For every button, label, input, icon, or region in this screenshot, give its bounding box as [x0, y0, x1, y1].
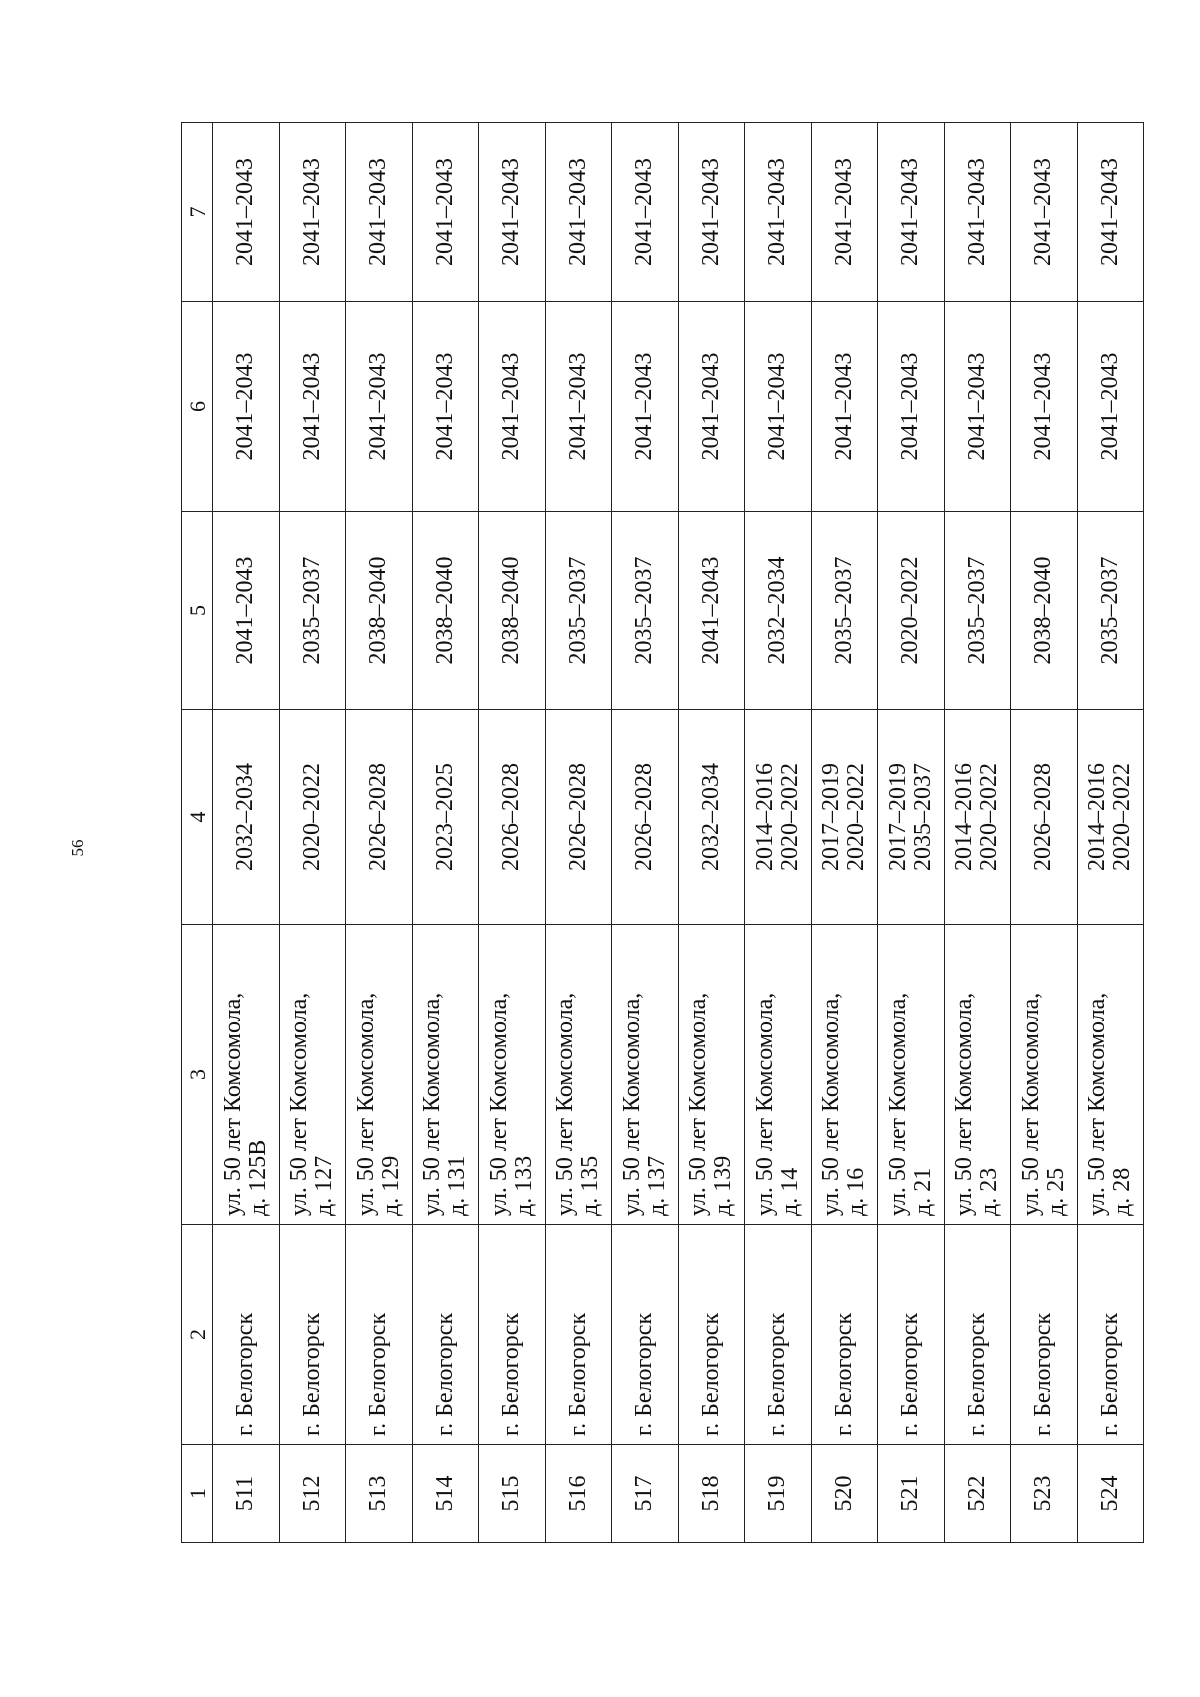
table-row — [612, 123, 679, 1543]
period-col5-cell — [1077, 512, 1144, 710]
row-number-cell — [678, 1445, 745, 1543]
row-number: 517 — [631, 1475, 658, 1512]
address-cell — [1077, 925, 1144, 1225]
row-number: 523 — [1030, 1475, 1057, 1512]
address-line-2: д. 137 — [643, 1155, 670, 1216]
period-col4-line-1: 2014–2016 — [751, 763, 778, 871]
address-cell — [545, 925, 612, 1225]
period-col7-cell — [745, 123, 812, 302]
address-line-1: ул. 50 лет Комсомола, — [818, 992, 845, 1216]
period-col5: 2038–2040 — [365, 556, 392, 665]
period-col6-cell — [545, 302, 612, 512]
table-row — [878, 123, 945, 1543]
row-number-cell — [412, 1445, 479, 1543]
city-name: г. Белогорск — [564, 1312, 591, 1436]
period-col5-cell — [678, 512, 745, 710]
city-name: г. Белогорск — [631, 1312, 658, 1436]
period-col5: 2035–2037 — [1096, 556, 1123, 665]
city-cell — [745, 1225, 812, 1445]
column-header-7: 7 — [182, 123, 213, 302]
period-col5: 2041–2043 — [232, 556, 259, 665]
period-col7: 2041–2043 — [498, 158, 525, 266]
row-number: 514 — [431, 1475, 458, 1512]
period-col5-cell — [279, 512, 346, 710]
period-col4-line-2: 2020–2022 — [776, 763, 803, 871]
address-line-2: д. 14 — [776, 1167, 803, 1216]
column-header-5: 5 — [182, 512, 213, 710]
city-cell — [811, 1225, 878, 1445]
period-col4-cell — [811, 710, 878, 925]
period-col6-cell — [479, 302, 546, 512]
city-name: г. Белогорск — [1096, 1312, 1123, 1436]
address-line-2: д. 129 — [377, 1155, 404, 1216]
period-col4-line-1: 2026–2028 — [365, 763, 392, 871]
address-cell — [213, 925, 280, 1225]
header-row — [182, 123, 213, 1543]
period-col6-cell — [346, 302, 413, 512]
address-cell — [479, 925, 546, 1225]
period-col4-cell — [944, 710, 1011, 925]
period-col4-cell — [612, 710, 679, 925]
period-col5: 2035–2037 — [298, 556, 325, 665]
row-number: 513 — [365, 1475, 392, 1512]
row-number: 524 — [1096, 1475, 1123, 1512]
address-cell — [612, 925, 679, 1225]
period-col6-cell — [1011, 302, 1078, 512]
period-col7-cell — [545, 123, 612, 302]
period-col6: 2041–2043 — [631, 352, 658, 461]
period-col5-cell — [878, 512, 945, 710]
period-col7-cell — [213, 123, 280, 302]
city-name: г. Белогорск — [365, 1312, 392, 1436]
period-col4-line-1: 2023–2025 — [431, 763, 458, 871]
period-col5-cell — [213, 512, 280, 710]
period-col5: 2035–2037 — [830, 556, 857, 665]
city-cell — [279, 1225, 346, 1445]
period-col5-cell — [479, 512, 546, 710]
period-col4-line-1: 2017–2019 — [818, 763, 845, 871]
period-col5-cell — [612, 512, 679, 710]
address-line-2: д. 135 — [577, 1155, 604, 1216]
address-line-1: ул. 50 лет Комсомола, — [1084, 992, 1111, 1216]
address-cell — [346, 925, 413, 1225]
period-col7: 2041–2043 — [365, 158, 392, 266]
period-col7-cell — [346, 123, 413, 302]
row-number-cell — [878, 1445, 945, 1543]
period-col6: 2041–2043 — [830, 352, 857, 461]
row-number-cell — [745, 1445, 812, 1543]
period-col7-cell — [678, 123, 745, 302]
row-number: 512 — [298, 1475, 325, 1512]
period-col6-cell — [745, 302, 812, 512]
address-line-2: д. 23 — [976, 1167, 1003, 1216]
period-col5-cell — [745, 512, 812, 710]
city-name: г. Белогорск — [897, 1312, 924, 1436]
address-cell — [279, 925, 346, 1225]
page-number: 56 — [68, 839, 87, 857]
address-line-2: д. 139 — [710, 1155, 737, 1216]
period-col7: 2041–2043 — [764, 158, 791, 266]
period-col7: 2041–2043 — [830, 158, 857, 266]
period-col6: 2041–2043 — [764, 352, 791, 461]
period-col5: 2035–2037 — [631, 556, 658, 665]
table-row — [479, 123, 546, 1543]
address-line-2: д. 28 — [1109, 1167, 1136, 1216]
period-col5: 2032–2034 — [764, 556, 791, 665]
city-name: г. Белогорск — [232, 1312, 259, 1436]
period-col5-cell — [811, 512, 878, 710]
address-line-2: д. 16 — [843, 1167, 870, 1216]
row-number-cell — [213, 1445, 280, 1543]
address-line-1: ул. 50 лет Комсомола, — [1017, 992, 1044, 1216]
city-name: г. Белогорск — [1030, 1312, 1057, 1436]
address-line-1: ул. 50 лет Комсомола, — [352, 992, 379, 1216]
column-header-4: 4 — [182, 710, 213, 925]
period-col5-cell — [1011, 512, 1078, 710]
period-col4-cell — [279, 710, 346, 925]
period-col6: 2041–2043 — [431, 352, 458, 461]
period-col5: 2020–2022 — [897, 556, 924, 665]
row-number-cell — [346, 1445, 413, 1543]
period-col5-cell — [346, 512, 413, 710]
period-col7-cell — [1011, 123, 1078, 302]
row-number: 518 — [697, 1475, 724, 1512]
period-col5: 2038–2040 — [498, 556, 525, 665]
period-col5-cell — [944, 512, 1011, 710]
period-col4-line-2: 2035–2037 — [909, 763, 936, 871]
table-row — [1077, 123, 1144, 1543]
period-col7-cell — [944, 123, 1011, 302]
row-number-cell — [1077, 1445, 1144, 1543]
period-col6-cell — [878, 302, 945, 512]
column-header-6: 6 — [182, 302, 213, 512]
period-col4-cell — [678, 710, 745, 925]
period-col4-line-1: 2017–2019 — [884, 763, 911, 871]
address-cell — [944, 925, 1011, 1225]
address-line-2: д. 125В — [244, 1139, 271, 1216]
address-line-2: д. 131 — [444, 1155, 471, 1216]
address-cell — [412, 925, 479, 1225]
period-col6-cell — [1077, 302, 1144, 512]
rotated-table-container — [181, 123, 1144, 1543]
city-name: г. Белогорск — [298, 1312, 325, 1436]
period-col4-line-2: 2020–2022 — [976, 763, 1003, 871]
city-name: г. Белогорск — [764, 1312, 791, 1436]
period-col7-cell — [1077, 123, 1144, 302]
period-col6: 2041–2043 — [232, 352, 259, 461]
period-col4-cell — [479, 710, 546, 925]
address-cell — [745, 925, 812, 1225]
table-row — [346, 123, 413, 1543]
address-line-1: ул. 50 лет Комсомола, — [485, 992, 512, 1216]
city-name: г. Белогорск — [963, 1312, 990, 1436]
table-row — [745, 123, 812, 1543]
period-col6-cell — [213, 302, 280, 512]
period-col4-line-1: 2020–2022 — [298, 763, 325, 871]
address-cell — [878, 925, 945, 1225]
address-line-1: ул. 50 лет Комсомола, — [884, 992, 911, 1216]
period-col7-cell — [479, 123, 546, 302]
period-col4-cell — [1077, 710, 1144, 925]
row-number-cell — [279, 1445, 346, 1543]
address-line-1: ул. 50 лет Комсомола, — [751, 992, 778, 1216]
address-line-1: ул. 50 лет Комсомола, — [951, 992, 978, 1216]
period-col4-line-1: 2032–2034 — [232, 763, 259, 871]
city-cell — [678, 1225, 745, 1445]
period-col6-cell — [944, 302, 1011, 512]
city-name: г. Белогорск — [830, 1312, 857, 1436]
period-col4-line-2: 2020–2022 — [1109, 763, 1136, 871]
period-col6: 2041–2043 — [365, 352, 392, 461]
city-cell — [944, 1225, 1011, 1445]
period-col5: 2035–2037 — [963, 556, 990, 665]
city-name: г. Белогорск — [431, 1312, 458, 1436]
period-col4-line-1: 2026–2028 — [1030, 763, 1057, 871]
period-col7: 2041–2043 — [631, 158, 658, 266]
period-col7-cell — [878, 123, 945, 302]
period-col6: 2041–2043 — [564, 352, 591, 461]
period-col5-cell — [412, 512, 479, 710]
period-col7-cell — [811, 123, 878, 302]
address-line-1: ул. 50 лет Комсомола, — [286, 992, 313, 1216]
address-line-1: ул. 50 лет Комсомола, — [685, 992, 712, 1216]
address-line-2: д. 21 — [909, 1167, 936, 1216]
city-cell — [1011, 1225, 1078, 1445]
column-header-3: 3 — [182, 925, 213, 1225]
table-row — [412, 123, 479, 1543]
period-col4-cell — [346, 710, 413, 925]
city-cell — [346, 1225, 413, 1445]
period-col4-line-1: 2026–2028 — [631, 763, 658, 871]
period-col6-cell — [612, 302, 679, 512]
row-number: 520 — [830, 1475, 857, 1512]
period-col4-cell — [412, 710, 479, 925]
period-col5: 2041–2043 — [697, 556, 724, 665]
row-number-cell — [545, 1445, 612, 1543]
city-cell — [1077, 1225, 1144, 1445]
city-name: г. Белогорск — [697, 1312, 724, 1436]
schedule-table — [181, 122, 1144, 1543]
period-col6-cell — [678, 302, 745, 512]
period-col4-cell — [1011, 710, 1078, 925]
period-col5-cell — [545, 512, 612, 710]
table-row — [545, 123, 612, 1543]
table-header — [182, 123, 213, 1543]
address-cell — [678, 925, 745, 1225]
address-line-2: д. 25 — [1042, 1167, 1069, 1216]
row-number-cell — [612, 1445, 679, 1543]
period-col7-cell — [612, 123, 679, 302]
period-col4-line-1: 2026–2028 — [498, 763, 525, 871]
table-row — [279, 123, 346, 1543]
period-col7: 2041–2043 — [1030, 158, 1057, 266]
table-body — [213, 123, 1144, 1543]
row-number-cell — [811, 1445, 878, 1543]
period-col6-cell — [412, 302, 479, 512]
city-cell — [612, 1225, 679, 1445]
period-col4-cell — [213, 710, 280, 925]
table-row — [944, 123, 1011, 1543]
row-number: 522 — [963, 1475, 990, 1512]
table-row — [811, 123, 878, 1543]
period-col7-cell — [279, 123, 346, 302]
period-col6: 2041–2043 — [1030, 352, 1057, 461]
period-col6: 2041–2043 — [697, 352, 724, 461]
period-col4-line-1: 2032–2034 — [697, 763, 724, 871]
period-col6: 2041–2043 — [1096, 352, 1123, 461]
row-number: 519 — [764, 1475, 791, 1512]
address-line-1: ул. 50 лет Комсомола, — [618, 992, 645, 1216]
period-col7: 2041–2043 — [298, 158, 325, 266]
period-col6: 2041–2043 — [963, 352, 990, 461]
period-col5: 2038–2040 — [431, 556, 458, 665]
address-cell — [1011, 925, 1078, 1225]
address-line-1: ул. 50 лет Комсомола, — [219, 992, 246, 1216]
column-header-1: 1 — [182, 1445, 213, 1543]
city-cell — [479, 1225, 546, 1445]
row-number-cell — [479, 1445, 546, 1543]
city-cell — [545, 1225, 612, 1445]
period-col7: 2041–2043 — [564, 158, 591, 266]
period-col5: 2035–2037 — [564, 556, 591, 665]
period-col4-cell — [545, 710, 612, 925]
period-col6: 2041–2043 — [498, 352, 525, 461]
city-cell — [878, 1225, 945, 1445]
period-col6-cell — [811, 302, 878, 512]
column-header-2: 2 — [182, 1225, 213, 1445]
period-col4-cell — [745, 710, 812, 925]
period-col4-cell — [878, 710, 945, 925]
city-cell — [412, 1225, 479, 1445]
period-col7: 2041–2043 — [697, 158, 724, 266]
city-name: г. Белогорск — [498, 1312, 525, 1436]
address-line-1: ул. 50 лет Комсомола, — [552, 992, 579, 1216]
row-number: 515 — [498, 1475, 525, 1512]
row-number: 521 — [897, 1475, 924, 1512]
table-row — [678, 123, 745, 1543]
row-number: 516 — [564, 1475, 591, 1512]
period-col7: 2041–2043 — [1096, 158, 1123, 266]
address-line-2: д. 133 — [510, 1155, 537, 1216]
period-col4-line-1: 2014–2016 — [1084, 763, 1111, 871]
row-number-cell — [1011, 1445, 1078, 1543]
period-col4-line-1: 2014–2016 — [951, 763, 978, 871]
period-col7-cell — [412, 123, 479, 302]
address-line-2: д. 127 — [311, 1155, 338, 1216]
row-number: 511 — [232, 1475, 259, 1512]
table-row — [213, 123, 280, 1543]
city-cell — [213, 1225, 280, 1445]
period-col7: 2041–2043 — [232, 158, 259, 266]
period-col4-line-1: 2026–2028 — [564, 763, 591, 871]
period-col4-line-2: 2020–2022 — [843, 763, 870, 871]
address-line-1: ул. 50 лет Комсомола, — [419, 992, 446, 1216]
period-col7: 2041–2043 — [897, 158, 924, 266]
table-row — [1011, 123, 1078, 1543]
period-col5: 2038–2040 — [1030, 556, 1057, 665]
period-col7: 2041–2043 — [963, 158, 990, 266]
period-col6: 2041–2043 — [897, 352, 924, 461]
period-col6-cell — [279, 302, 346, 512]
address-cell — [811, 925, 878, 1225]
period-col6: 2041–2043 — [298, 352, 325, 461]
row-number-cell — [944, 1445, 1011, 1543]
period-col7: 2041–2043 — [431, 158, 458, 266]
